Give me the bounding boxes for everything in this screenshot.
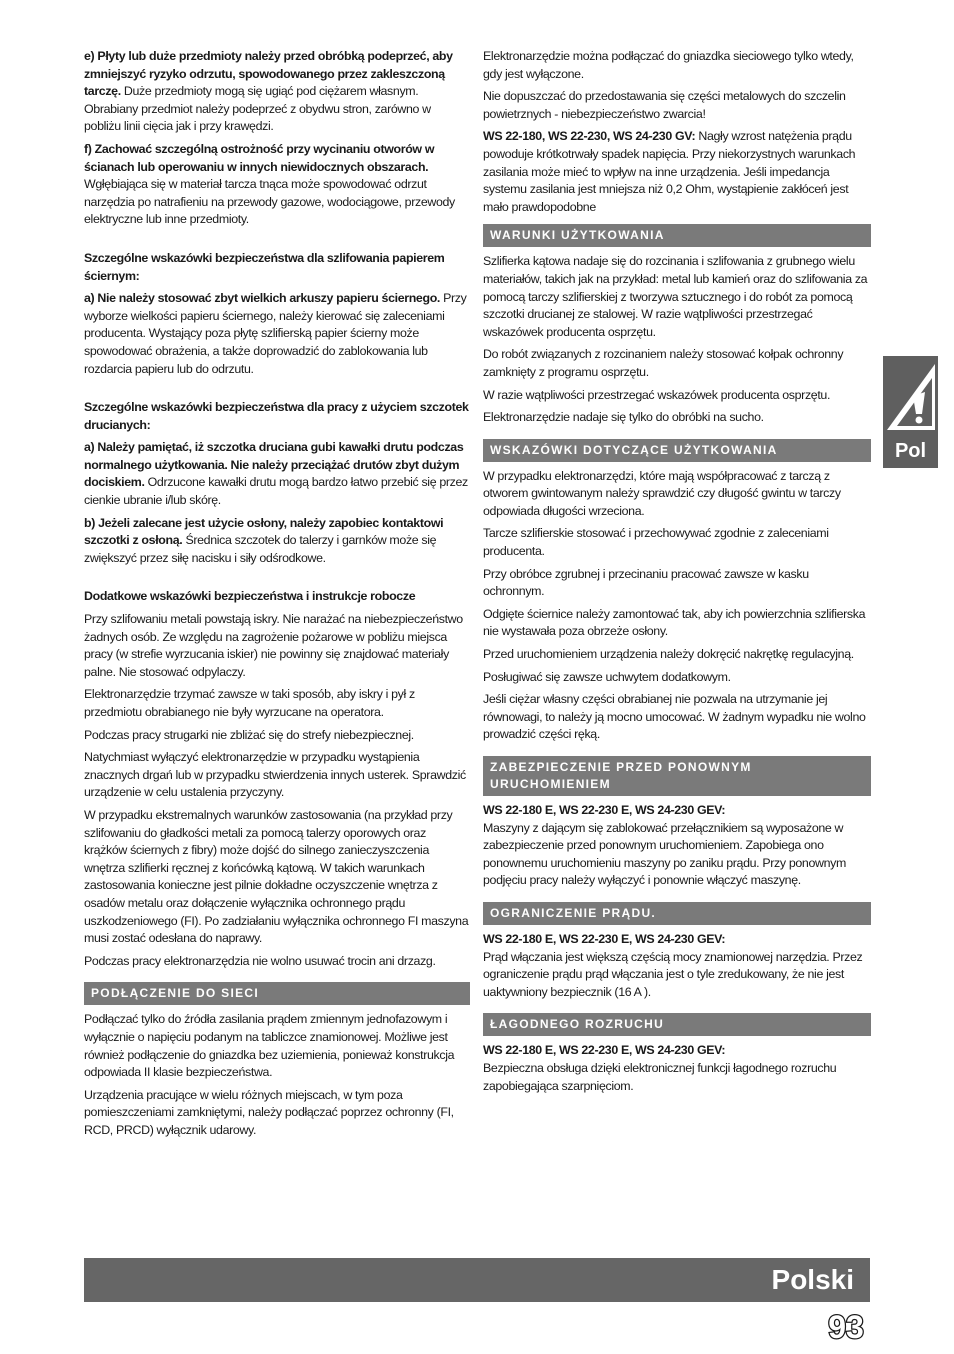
power-p2: Nie dopuszczać do przedostawania się części metalowych do szczelin powietrznych - niebezpieczeństwo zwarcia!: [483, 89, 846, 121]
paragraph-f-bold: f) Zachować szczególną ostrożność przy wycinaniu otworów w ścianach lub operowaniu w innych niewidocznych obszarach.: [84, 141, 435, 174]
use-p4: Elektronarzędzie nadaje się tylko do obróbki na sucho.: [483, 410, 764, 425]
brush-b-bold: b) Jeżeli zalecane jest użycie osłony, należy zapobiec kontaktowi szczotki z osłoną.: [84, 515, 444, 548]
mains-p1: Podłączać tylko do źródła zasilania prądem zmiennym jednofazowym i wyłącznie o napięciu podanym na tabliczce znamionowej. Możliwe jest również podłączenie do gniazdka bez uziemienia, ponieważ konstrukcja odpowiada II klasie bezpieczeństwa.: [84, 1012, 455, 1080]
language-tab-label: Pol: [894, 440, 927, 462]
page-number-text: 93: [828, 1309, 864, 1345]
section-bar-soft-start: ŁAGODNEGO ROZRUCHU: [483, 1013, 871, 1036]
section-bar-mains: PODŁĄCZENIE DO SIECI: [84, 982, 470, 1005]
restart-p: Maszyny z dającym się zablokować przełącznikiem są wyposażone w zabezpieczenie przed ponownym uruchomieniem. Zapobiega ono ponownemu uruchomieniu maszyny po zaniku prądu. Przy ponownym podjęciu pracy należy wyłączyć i ponownie włączyć maszynę.: [483, 820, 846, 888]
footer-bar: [84, 1258, 870, 1302]
restart-models: WS 22-180 E, WS 22-230 E, WS 24-230 GEV:: [483, 803, 726, 817]
extra-p1: Przy szlifowaniu metali powstają iskry. Nie narażać na niebezpieczeństwo żadnych osób. Ze względu na zagrożenie pożarowe w pobliżu miejsca pracy (w strefie wyrzucania iskier) nie powinny się znajdować materiały palne. Nie stosować odpylaczy.: [84, 612, 463, 679]
sanding-a-bold: a) Nie należy stosować zbyt wielkich arkuszy papieru ściernego.: [84, 291, 441, 306]
sanding-heading: Szczególne wskazówki bezpieczeństwa dla szlifowania papierem ściernym:: [84, 250, 445, 283]
extra-p5: W przypadku ekstremalnych warunków zastosowania (na przykład przy szlifowaniu do gładkości metali za pomocą talerzy oporowych oraz krążków ściernych z fibry) może dojść do silnego zanieczyszczenia wnętrza szlifierki ręcznej z końcówką kątową. W takich warunkach zastosowania konieczne jest pilnie dokładne oczyszczenie wnętrza z osadów metalu oraz dołączenie wyłącznika ochronnego prądu uszkodzeniowego (FI). Po zadziałaniu wyłącznika ochronnego FI maszyna musi zostać odesłana do naprawy.: [84, 807, 469, 946]
page-number: [820, 1306, 872, 1346]
power-p3-text: Nagły wzrost natężenia prądu powoduje krótkotrwały spadek napięcia. Przy niekorzystnych warunkach zasilania może mieć to wpływ na inne urządzenia. Jeśli impedancja systemu zasilania jest mniejsza niż 0,2 Ohm, wystąpienie zakłóceń jest mało prawdopodobne: [483, 129, 856, 214]
current-models: WS 22-180 E, WS 22-230 E, WS 24-230 GEV:: [483, 931, 726, 946]
section-bar-restart: ZABEZPIECZENIE PRZED PONOWNYM URUCHOMIENIEM: [483, 756, 871, 796]
tips-p3: Przy obróbce zgrubnej i przecinaniu pracować zawsze w kasku ochronnym.: [483, 566, 809, 599]
section-bar-current: OGRANICZENIE PRĄDU.: [483, 902, 871, 925]
brush-heading: Szczególne wskazówki bezpieczeństwa dla pracy z użyciem szczotek drucianych:: [84, 400, 469, 432]
tips-p7: Jeśli ciężar własny części obrabianej nie pozwala na utrzymanie jej równowagi, to należy ją mocno umocować. W żadnym wypadku nie wolno prowadzić części ręką.: [483, 692, 866, 742]
section-bar-tips: WSKAZÓWKI DOTYCZĄCE UŻYTKOWANIA: [483, 439, 871, 462]
brush-b: [84, 515, 470, 568]
tips-p4: Odgięte ściernice należy zamontować tak, aby ich powierzchnia szlifierska nie wystawała poza obrzeże osłony.: [483, 606, 866, 639]
power-p3-models: WS 22-180, WS 22-230, WS 24-230 GV:: [483, 129, 696, 144]
tips-p5: Przed uruchomieniem urządzenia należy dokręcić nakrętkę regulacyjną.: [483, 647, 854, 662]
tips-p2: Tarcze szlifierskie stosować i przechowywać zgodnie z zaleceniami producenta.: [483, 526, 829, 559]
brush-a-bold: a) Należy pamiętać, iż szczotka druciana gubi kawałki drutu podczas normalnego użytkowania. Nie należy przeciążać drutów zbyt dużym dociskiem.: [84, 440, 464, 490]
extra-p2: Elektronarzędzie trzymać zawsze w taki sposób, aby iskry i pył z przedmiotu obrabianego nie były wyrzucane na operatora.: [84, 687, 415, 719]
right-column: [483, 48, 871, 1100]
extra-p4: Natychmiast wyłączyć elektronarzędzie w przypadku wystąpienia znacznych drgań lub w przypadku stwierdzenia innych usterek. Sprawdzić urządzenie w celu ustalenia przyczyny.: [84, 750, 466, 800]
paragraph-e-bold: e) Płyty lub duże przedmioty należy przed obróbką podeprzeć, aby zmniejszyć ryzyko odrzutu, spowodowanego przez zakleszczoną tarczę.: [84, 49, 453, 99]
section-bar-use: WARUNKI UŻYTKOWANIA: [483, 224, 871, 247]
brush-a: [84, 439, 470, 509]
extra-p3: Podczas pracy strugarki nie zbliżać się do strefy niebezpiecznej.: [84, 727, 414, 742]
extra-heading: Dodatkowe wskazówki bezpieczeństwa i instrukcje robocze: [84, 589, 416, 604]
footer-title: Polski: [771, 1264, 854, 1295]
sanding-a: [84, 290, 470, 378]
tips-p1: W przypadku elektronarzędzi, które mają współpracować z tarczą z otworem gwintowanym należy sprawdzić czy długość gwintu w tarczy odpowiada długości wrzeciona.: [483, 468, 841, 518]
tips-p6: Posługiwać się zawsze uchwytem dodatkowym.: [483, 669, 731, 684]
brush-a-text: Odrzucone kawałki drutu mogą bardzo łatwo przebić się przez cienkie ubranie i/lub skórę.: [84, 475, 468, 508]
use-p3: W razie wątpliwości przestrzegać wskazówek producenta osprzętu.: [483, 387, 831, 402]
sanding-a-text: Przy wyborze wielkości papieru ściernego, należy kierować się zaleceniami producenta. Wystający poza płytę szlifierską papier ścierny może spowodować obrażenia, a także doprowadzić do zablokowania lub rozdarcia papieru lub do odrzutu.: [84, 291, 467, 376]
left-column: [84, 48, 470, 1144]
extra-p6: Podczas pracy elektronarzędzia nie wolno usuwać trocin ani drzazg.: [84, 953, 436, 968]
mains-p2: Urządzenia pracujące w wielu różnych miejscach, w tym poza pomieszczeniami zamkniętymi, należy podłączać poprzez ochronny (FI, RCD, PRCD) wyłącznik udarowy.: [84, 1087, 454, 1137]
power-p1: Elektronarzędzie można podłączać do gniazdka sieciowego tylko wtedy, gdy jest wyłączone.: [483, 49, 854, 81]
language-tab: [883, 356, 938, 468]
soft-start-models: WS 22-180 E, WS 22-230 E, WS 24-230 GEV:: [483, 1043, 726, 1058]
use-p1: Szlifierka kątowa nadaje się do rozcinania i szlifowania z grubnego wielu materiałów, takich jak na przykład: metal lub kamień oraz do szlifowania za pomocą tarczy szlifierskiej z tworzywa sztucznego i do robót za pomocą szczotki drucianej ze stalowej. W razie wątpliwości przestrzegać wskazówek producenta osprzętu.: [483, 254, 868, 339]
current-p: Prąd włączania jest większą częścią mocy znamionowej narzędzia. Przez ograniczenie prądu prąd włączania jest o tyle zredukowany, że nie jest uaktywniony bezpiecznik (16 A ).: [483, 949, 863, 999]
brush-b-text: Średnica szczotek do talerzy i garnków może się zwiększyć przez siłę nacisku i siły odśrodkowe.: [84, 533, 437, 565]
paragraph-f: [84, 141, 470, 229]
warning-triangle-icon: [883, 356, 938, 438]
use-p2: Do robót związanych z rozcinaniem należy stosować kołpak ochronny zamknięty z programu osprzętu.: [483, 347, 844, 379]
paragraph-e-text: Duże przedmioty mogą się ugiąć pod ciężarem własnym. Obrabiany przedmiot należy podeprzeć z obydwu stron, zarówno w pobliżu linii cięcia jak i przy krawędzi.: [84, 84, 431, 134]
paragraph-f-text: Wgłębiająca się w materiał tarcza tnąca może spowodować odrzut narzędzia po natrafieniu na przewody gazowe, wodociągowe, przewody elektryczne lub inne przedmioty.: [84, 177, 455, 227]
soft-start-p: Bezpieczna obsługa dzięki elektronicznej funkcji łagodnego rozruchu zapobiegająca szarpnięciom.: [483, 1060, 837, 1093]
power-p3: [483, 128, 871, 216]
paragraph-e: [84, 48, 470, 136]
